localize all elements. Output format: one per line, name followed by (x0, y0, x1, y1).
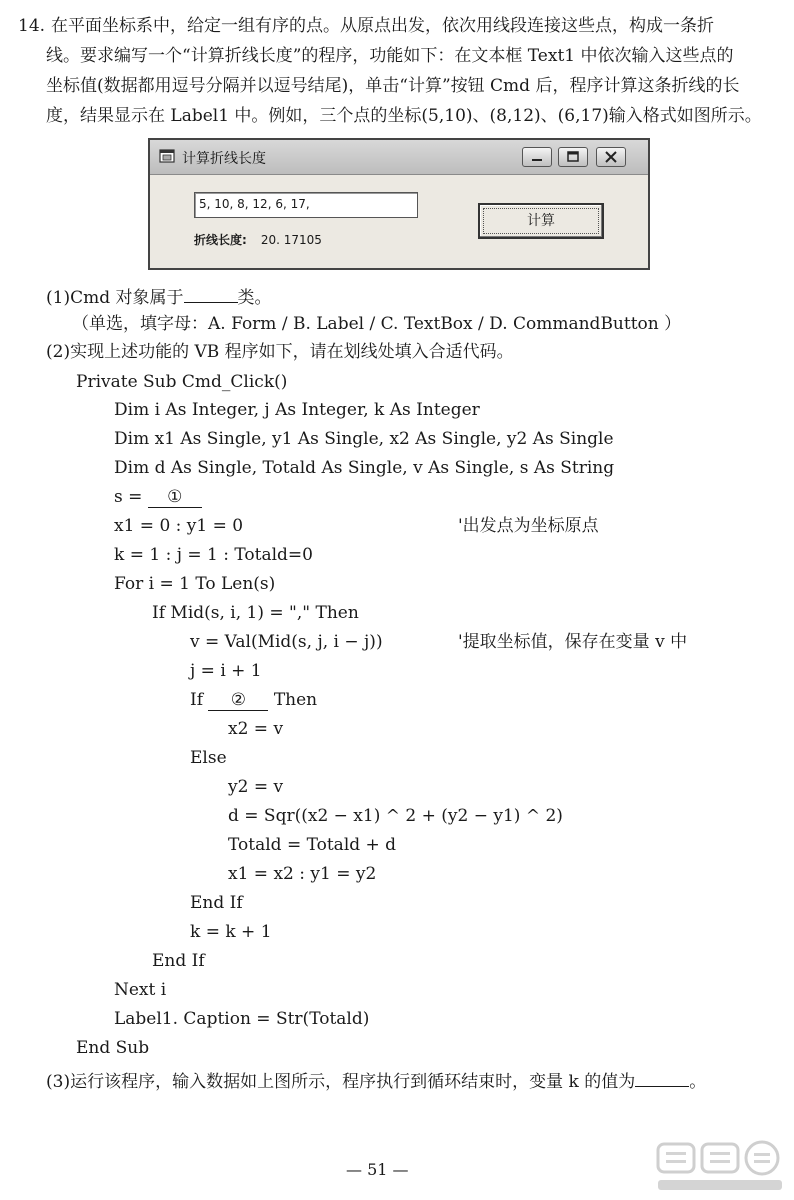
answer-blank-1[interactable]: ① (148, 487, 202, 508)
answer-blank-part3[interactable] (635, 1066, 689, 1087)
calculate-button[interactable] (478, 203, 604, 239)
code-line: If Mid(s, i, 1) = "," Then (152, 603, 359, 623)
app-icon (159, 149, 175, 163)
code-line: Next i (114, 980, 167, 1000)
part1-options: （单选，填字母：A. Form / B. Label / C. TextBox / D. CommandButton ） (72, 314, 682, 334)
code-line: d = Sqr((x2 − x1) ^ 2 + (y2 − y1) ^ 2) (228, 806, 563, 826)
code-line: x1 = x2 : y1 = y2 (228, 864, 377, 884)
answer-blank-part1[interactable] (184, 282, 238, 303)
intro-line-1: 14. 在平面坐标系中，给定一组有序的点。从原点出发，依次用线段连接这些点，构成一条折 (18, 16, 715, 36)
label-value: 20. 17105 (260, 233, 322, 247)
code-line: Label1. Caption = Str(Totald) (114, 1009, 370, 1029)
code-line: Dim i As Integer, j As Integer, k As Integer (114, 400, 480, 420)
code-comment: '出发点为坐标原点 (458, 516, 599, 536)
window-titlebar (150, 140, 648, 175)
text1-input[interactable]: 5, 10, 8, 12, 6, 17, (194, 192, 418, 218)
code-comment: '提取坐标值，保存在变量 v 中 (458, 632, 688, 652)
page-number: — 51 — (346, 1160, 409, 1179)
maximize-icon (559, 148, 587, 166)
part2-intro: (2)实现上述功能的 VB 程序如下，请在划线处填入合适代码。 (46, 342, 514, 362)
intro-line-2: 线。要求编写一个“计算折线长度”的程序，功能如下：在文本框 Text1 中依次输入这些点的 (46, 46, 734, 66)
minimize-button[interactable] (522, 147, 552, 167)
code-line: v = Val(Mid(s, j, i − j)) (190, 632, 383, 652)
label1 (194, 231, 322, 248)
code-line: Dim x1 As Single, y1 As Single, x2 As Single, y2 As Single (114, 429, 614, 449)
code-line: End Sub (76, 1038, 150, 1058)
code-line: Private Sub Cmd_Click() (76, 372, 288, 392)
code-line-blank1: s = ① (114, 483, 202, 511)
window-title: 计算折线长度 (182, 151, 266, 167)
code-line: End If (190, 893, 243, 913)
vb-form-window (148, 138, 650, 270)
code-line: y2 = v (228, 777, 284, 797)
part1-question: (1)Cmd 对象属于 类。 (46, 282, 272, 312)
code-line-blank2: If ② Then (190, 690, 318, 710)
code-line: x1 = 0 : y1 = 0 (114, 516, 244, 536)
part3-question: (3)运行该程序，输入数据如上图所示，程序执行到循环结束时，变量 k 的值为 。 (46, 1066, 706, 1096)
code-line: x2 = v (228, 719, 284, 739)
label-caption: 折线长度: (194, 233, 247, 247)
code-line: Totald = Totald + d (228, 835, 397, 855)
code-line: For i = 1 To Len(s) (114, 574, 276, 594)
code-line: End If (152, 951, 205, 971)
question-number: 14. (18, 16, 46, 36)
calculate-button-label: 计算 (483, 208, 599, 234)
code-line: k = 1 : j = 1 : Totald=0 (114, 545, 313, 565)
maximize-button[interactable] (558, 147, 588, 167)
code-line: Else (190, 748, 227, 768)
code-line: j = i + 1 (190, 661, 262, 681)
minimize-icon (523, 148, 551, 166)
watermark-logo (650, 1138, 790, 1196)
close-button[interactable] (596, 147, 626, 167)
intro-line-3: 坐标值(数据都用逗号分隔并以逗号结尾)，单击“计算”按钮 Cmd 后，程序计算这条折线的长 (46, 76, 740, 96)
intro-line-4: 度，结果显示在 Label1 中。例如，三个点的坐标(5,10)、(8,12)、(6,17)输入格式如图所示。 (46, 106, 762, 126)
close-icon (597, 148, 625, 166)
code-line: k = k + 1 (190, 922, 272, 942)
code-line: Dim d As Single, Totald As Single, v As Single, s As String (114, 458, 615, 478)
answer-blank-2[interactable]: ② (208, 690, 268, 711)
